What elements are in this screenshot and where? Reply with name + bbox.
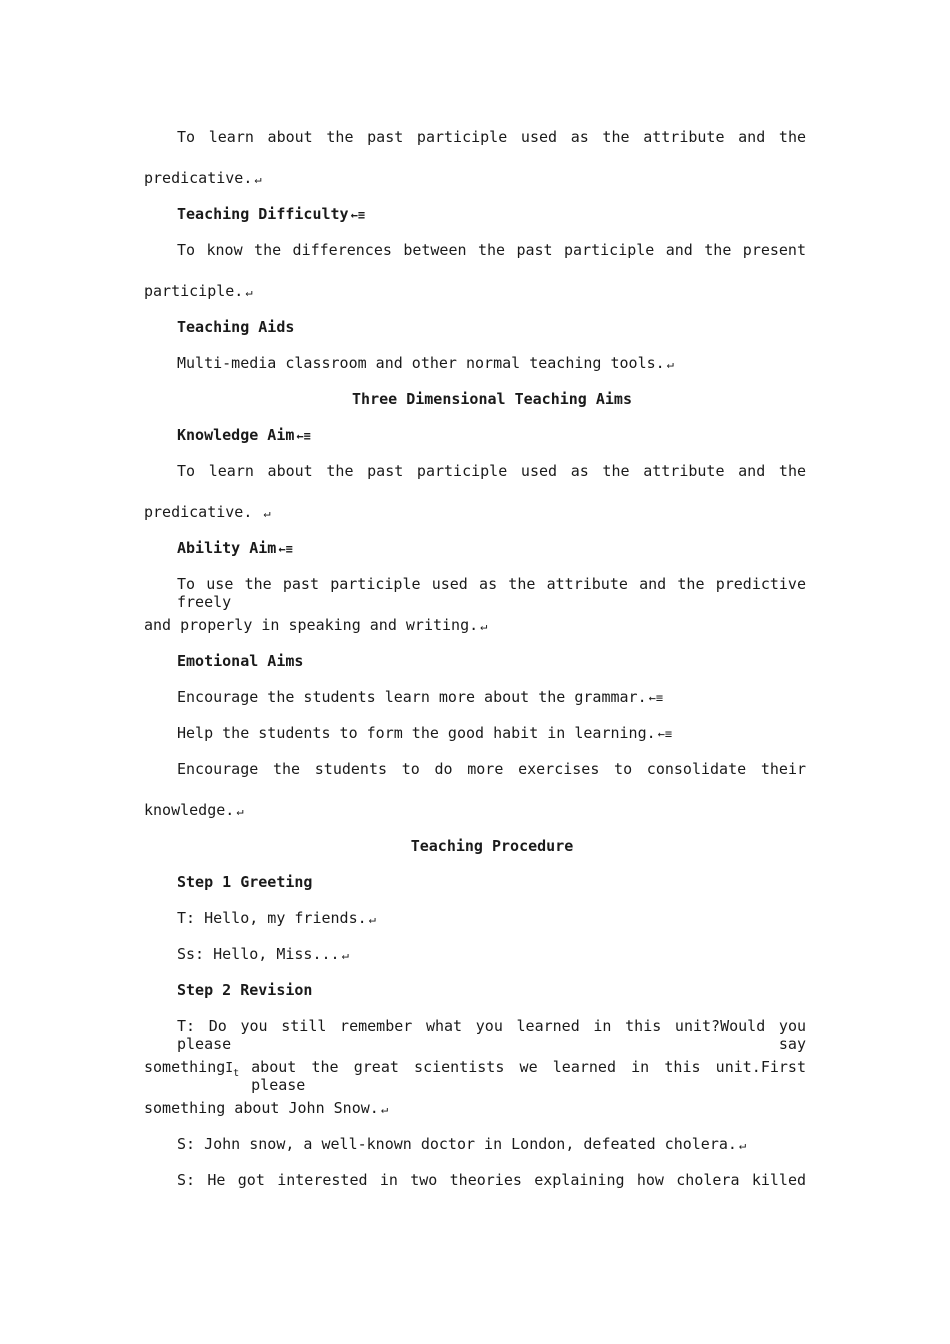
paragraph-mark-icon: ↵ <box>380 1101 389 1116</box>
text-line: Multi-media classroom and other normal teaching tools. ↵ <box>177 354 674 372</box>
section-heading: Step 2 Revision <box>177 981 313 999</box>
paragraph-mark-icon: ↵ <box>236 803 244 818</box>
section-heading: Knowledge Aim ←≡ <box>177 426 311 444</box>
text-line: participle. ↵ <box>144 282 253 300</box>
return-mark-icon: ←≡ <box>648 690 664 705</box>
text-line: predicative. ↵ <box>144 169 262 187</box>
paragraph-mark-icon: ↵ <box>341 947 349 962</box>
section-heading: Step 1 Greeting <box>177 873 313 891</box>
text-line: S: John snow, a well-known doctor in London, defeated cholera. ↵ <box>177 1135 747 1153</box>
text-line: predicative. ↵ <box>144 503 271 521</box>
paragraph-mark-icon: ↵ <box>245 284 253 299</box>
section-heading: Teaching Difficulty ←≡ <box>177 205 366 223</box>
inline-field-mark: I <box>225 1061 234 1076</box>
text-line: T: Do you still remember what you learned in this unit?Would you please say <box>177 1017 806 1053</box>
text-line: To learn about the past participle used as the attribute and the <box>177 128 806 146</box>
text-line: S: He got interested in two theories explaining how cholera killed <box>177 1171 806 1189</box>
text-line: Ss: Hello, Miss... ↵ <box>177 945 349 963</box>
text-line: knowledge. ↵ <box>144 801 244 819</box>
return-mark-icon: ←≡ <box>350 207 366 222</box>
paragraph-mark-icon: ↵ <box>666 356 674 371</box>
text-line: To learn about the past participle used as the attribute and the <box>177 462 806 480</box>
paragraph-mark-icon: ↵ <box>368 911 376 926</box>
section-title: Three Dimensional Teaching Aims <box>352 390 632 408</box>
section-heading: Emotional Aims <box>177 652 304 670</box>
text-line: To use the past participle used as the attribute and the predictive freely <box>177 575 806 611</box>
return-mark-icon: ←≡ <box>296 428 311 443</box>
paragraph-mark-icon: ↵ <box>738 1137 747 1152</box>
text-line: T: Hello, my friends. ↵ <box>177 909 376 927</box>
section-title: Teaching Procedure <box>410 837 574 855</box>
paragraph-mark-icon: ↵ <box>480 618 488 633</box>
paragraph-mark-icon: ↵ <box>263 505 271 520</box>
text-line: and properly in speaking and writing. ↵ <box>144 616 488 634</box>
section-heading: Teaching Aids <box>177 318 295 336</box>
inline-field-mark-sub: t <box>233 1068 240 1079</box>
paragraph-mark-icon: ↵ <box>254 171 262 186</box>
return-mark-icon: ←≡ <box>278 541 293 556</box>
text-line: To know the differences between the past participle and the present <box>177 241 806 259</box>
section-heading: Ability Aim ←≡ <box>177 539 293 557</box>
text-line: Encourage the students learn more about the grammar. ←≡ <box>177 688 664 706</box>
text-line: something about John Snow. ↵ <box>144 1099 389 1117</box>
text-line: Help the students to form the good habit in learning. ←≡ <box>177 724 673 742</box>
text-line: somethingI$_t$ about the great scientists we learned in this unit.First please <box>144 1058 806 1094</box>
text-line: Encourage the students to do more exercises to consolidate their <box>177 760 806 778</box>
return-mark-icon: ←≡ <box>657 726 673 741</box>
